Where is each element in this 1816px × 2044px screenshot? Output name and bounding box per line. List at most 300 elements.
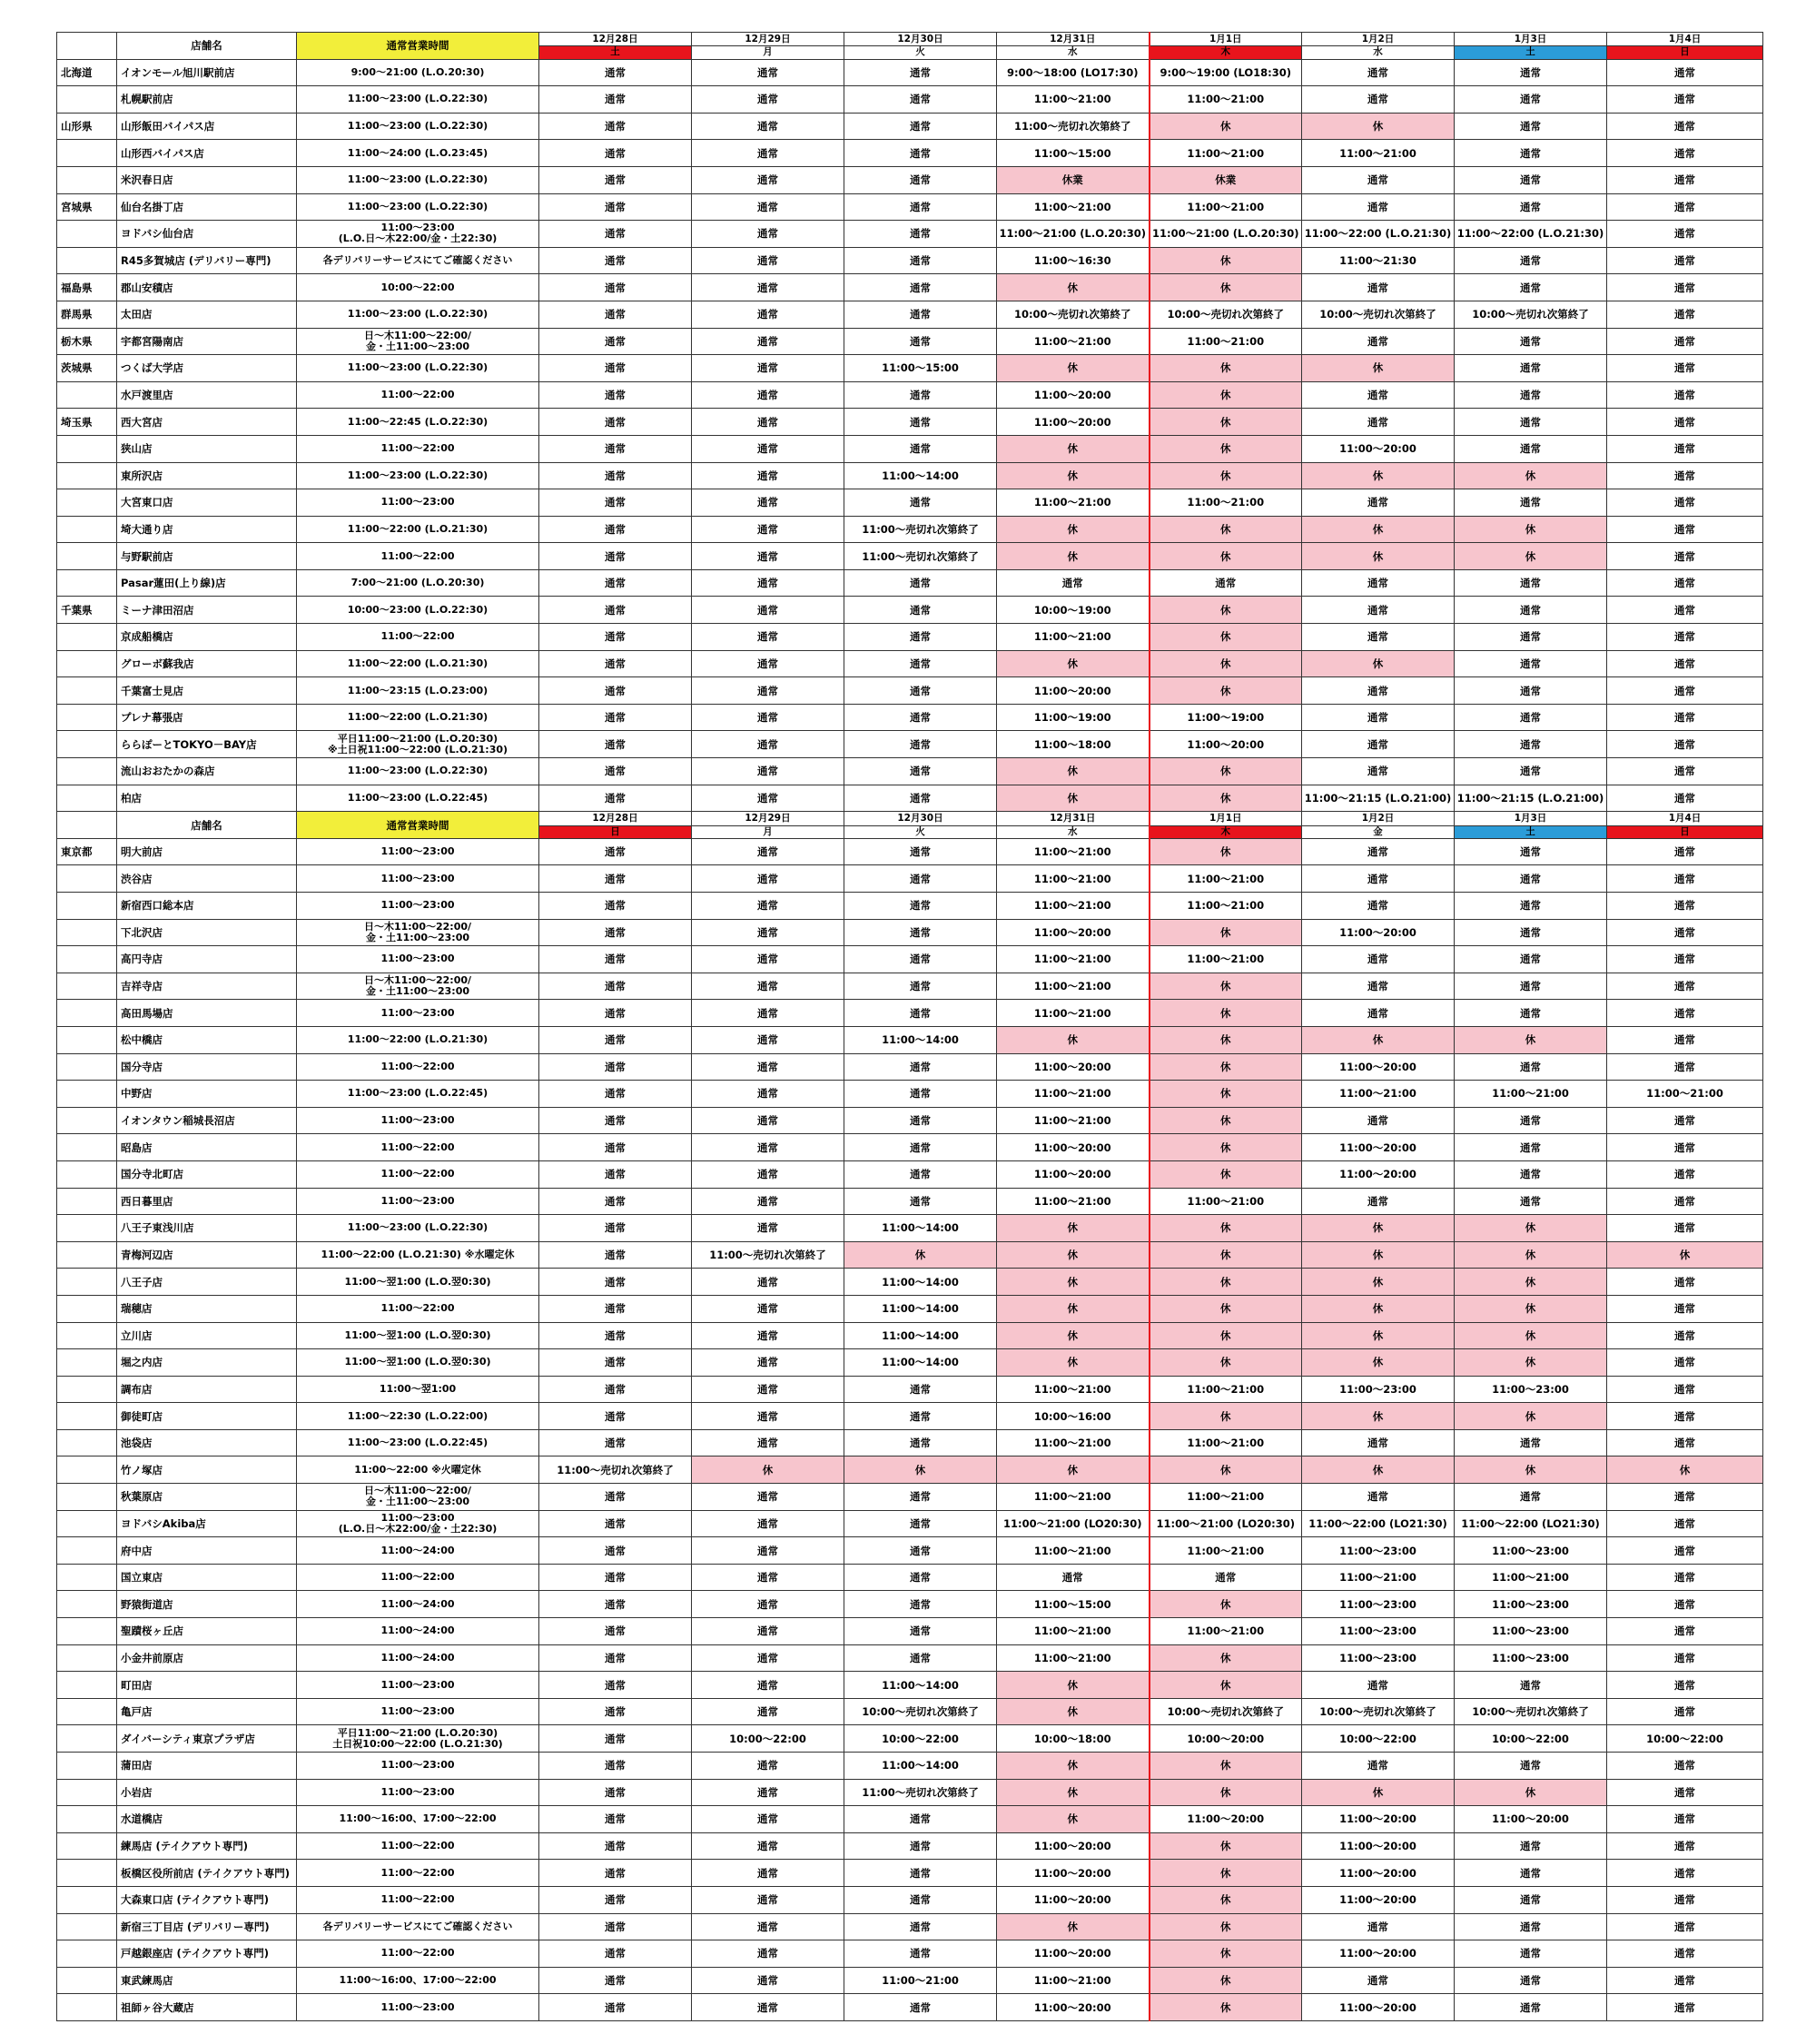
day-status-cell: 11:00～20:00 [997,409,1150,436]
prefecture-cell [57,1134,117,1161]
day-status-cell: 11:00～21:00 [997,1000,1150,1027]
store-name-cell: 新宿西口総本店 [117,893,297,920]
store-name-cell: 大宮東口店 [117,489,297,517]
store-name-cell: 京成船橋店 [117,624,297,651]
store-name-cell: 高田馬場店 [117,1000,297,1027]
table-row [57,1564,1763,1591]
prefecture-cell [57,1081,117,1108]
normal-hours-cell: 11:00～24:00 (L.O.23:45) [297,140,539,167]
day-status-cell: 通常 [539,1053,692,1081]
prefecture-cell [57,1322,117,1349]
day-status-cell: 通常 [1607,221,1763,248]
prefecture-cell [57,1591,117,1618]
day-status-cell: 通常 [692,731,844,758]
day-status-cell: 通常 [844,1000,997,1027]
day-status-cell: 通常 [692,221,844,248]
day-status-cell: 通常 [1607,1160,1763,1188]
table-row [57,86,1763,114]
table-row [57,919,1763,946]
normal-hours-cell: 11:00～22:00 [297,381,539,409]
day-status-cell: 通常 [1455,597,1607,624]
day-status-cell: 休 [997,1322,1150,1349]
day-status-cell: 休 [1150,1295,1302,1322]
day-status-cell: 通常 [1302,59,1455,86]
day-status-cell: 通常 [692,1188,844,1215]
table-row [57,677,1763,705]
table-row [57,328,1763,355]
day-status-cell: 11:00～22:00 (L.O.21:30) [1455,221,1607,248]
day-status-cell: 休 [1150,1832,1302,1860]
day-status-cell: 通常 [1455,1134,1607,1161]
prefecture-cell [57,1376,117,1403]
day-status-cell: 11:00～14:00 [844,1269,997,1296]
day-status-cell: 11:00～15:00 [997,1591,1150,1618]
day-status-cell: 通常 [692,1779,844,1806]
day-status-cell: 通常 [539,221,692,248]
store-name-cell: 秋葉原店 [117,1484,297,1511]
normal-hours-cell: 11:00～23:00 [297,1188,539,1215]
day-status-cell: 通常 [1302,569,1455,597]
prefecture-cell [57,1241,117,1269]
day-status-cell: 通常 [844,247,997,274]
day-status-cell: 通常 [1607,409,1763,436]
day-status-cell: 11:00～20:00 [997,1134,1150,1161]
store-name-cell: 調布店 [117,1376,297,1403]
day-status-cell: 通常 [844,489,997,517]
day-status-cell: 11:00～21:00 [1150,1537,1302,1565]
day-status-cell: 通常 [1302,1107,1455,1134]
day-status-cell: 通常 [1607,1644,1763,1672]
prefecture-cell [57,1860,117,1887]
day-status-cell: 通常 [1302,893,1455,920]
day-status-cell: 通常 [844,597,997,624]
day-status-cell: 11:00～21:00 (L.O.20:30) [1150,221,1302,248]
day-status-cell: 通常 [539,1591,692,1618]
day-status-cell: 通常 [1607,86,1763,114]
day-status-cell: 休 [1302,543,1455,570]
day-status-cell: 11:00～23:00 [1302,1618,1455,1645]
day-status-cell: 通常 [844,1806,997,1833]
store-name-cell: 立川店 [117,1322,297,1349]
day-status-cell: 11:00～21:00 [997,1967,1150,1994]
header-weekday: 月 [692,825,844,838]
day-status-cell: 通常 [692,1403,844,1430]
table-row [57,1456,1763,1484]
day-status-cell: 通常 [539,1832,692,1860]
day-status-cell: 通常 [1607,1832,1763,1860]
day-status-cell: 11:00～20:00 [997,1053,1150,1081]
day-status-cell: 通常 [844,1913,997,1940]
day-status-cell: 通常 [1455,166,1607,193]
day-status-cell: 通常 [692,1832,844,1860]
day-status-cell: 通常 [1455,1429,1607,1456]
day-status-cell: 通常 [1455,1053,1607,1081]
store-name-cell: 柏店 [117,785,297,812]
day-status-cell: 通常 [844,624,997,651]
day-status-cell: 通常 [1607,1376,1763,1403]
store-name-cell: 野猿街道店 [117,1591,297,1618]
table-row [57,1376,1763,1403]
day-status-cell: 休 [1150,1591,1302,1618]
day-status-cell: 通常 [692,1295,844,1322]
table-row [57,462,1763,489]
day-status-cell: 休 [997,1779,1150,1806]
prefecture-cell [57,1753,117,1780]
normal-hours-cell: 11:00～22:00 [297,1295,539,1322]
store-name-cell: 埼大通り店 [117,516,297,543]
day-status-cell: 通常 [692,1160,844,1188]
table-row [57,704,1763,731]
day-status-cell: 通常 [1455,731,1607,758]
day-status-cell: 通常 [692,1349,844,1377]
day-status-cell: 通常 [539,435,692,462]
day-status-cell: 通常 [1607,1967,1763,1994]
table-row [57,865,1763,893]
day-status-cell: 11:00～20:00 [997,1160,1150,1188]
day-status-cell: 通常 [844,1537,997,1565]
day-status-cell: 11:00～売切れ次第終了 [997,113,1150,140]
day-status-cell: 10:00～売切れ次第終了 [997,301,1150,328]
table-row [57,1160,1763,1188]
table-row [57,1779,1763,1806]
day-status-cell: 通常 [539,1806,692,1833]
normal-hours-cell: 11:00～22:00 ※火曜定休 [297,1456,539,1484]
day-status-cell: 通常 [844,1376,997,1403]
day-status-cell: 休 [1150,785,1302,812]
table-row [57,543,1763,570]
prefecture-cell: 千葉県 [57,597,117,624]
table-row [57,1322,1763,1349]
day-status-cell: 通常 [844,1107,997,1134]
day-status-cell: 通常 [539,1376,692,1403]
day-status-cell: 通常 [1302,1672,1455,1699]
day-status-cell: 通常 [1455,1188,1607,1215]
day-status-cell: 11:00～21:00 [1150,1429,1302,1456]
day-status-cell: 11:00～売切れ次第終了 [539,1456,692,1484]
day-status-cell: 11:00～23:00 [1302,1591,1455,1618]
day-status-cell: 通常 [1607,946,1763,973]
day-status-cell: 通常 [692,1053,844,1081]
day-status-cell: 休 [1150,274,1302,301]
day-status-cell: 11:00～21:00 [1150,1618,1302,1645]
day-status-cell: 通常 [539,1886,692,1913]
prefecture-cell [57,919,117,946]
day-status-cell: 休 [1302,462,1455,489]
day-status-cell: 通常 [539,1753,692,1780]
day-status-cell: 通常 [1607,489,1763,517]
prefecture-cell [57,1806,117,1833]
table-row [57,838,1763,865]
day-status-cell: 10:00～18:00 [997,1725,1150,1753]
day-status-cell: 通常 [1607,543,1763,570]
day-status-cell: 通常 [539,1860,692,1887]
day-status-cell: 通常 [692,946,844,973]
day-status-cell: 休 [997,1026,1150,1053]
day-status-cell: 休 [1302,1322,1455,1349]
prefecture-cell: 山形県 [57,113,117,140]
day-status-cell: 休 [1150,973,1302,1000]
store-name-cell: ダイバーシティ東京プラザ店 [117,1725,297,1753]
day-status-cell: 通常 [1607,1484,1763,1511]
store-name-cell: 小岩店 [117,1779,297,1806]
normal-hours-cell: 11:00～24:00 [297,1644,539,1672]
store-name-cell: 国分寺店 [117,1053,297,1081]
normal-hours-cell: 11:00～23:00 (L.O.22:30) [297,166,539,193]
day-status-cell: 通常 [1455,1000,1607,1027]
table-row [57,1510,1763,1537]
prefecture-cell: 栃木県 [57,328,117,355]
day-status-cell: 通常 [1607,1537,1763,1565]
day-status-cell: 通常 [1607,1053,1763,1081]
day-status-cell: 通常 [1302,973,1455,1000]
normal-hours-cell: 11:00～22:00 [297,1860,539,1887]
day-status-cell: 通常 [539,1188,692,1215]
normal-hours-cell: 11:00～16:00、17:00～22:00 [297,1967,539,1994]
prefecture-cell [57,758,117,785]
normal-hours-cell: 11:00～23:00 (L.O.22:30) [297,758,539,785]
day-status-cell: 通常 [844,677,997,705]
prefecture-cell [57,1644,117,1672]
header-weekday: 水 [997,825,1150,838]
normal-hours-cell: 10:00～23:00 (L.O.22:30) [297,597,539,624]
day-status-cell: 通常 [539,1134,692,1161]
normal-hours-cell: 11:00～22:00 [297,1053,539,1081]
store-name-cell: 板橋区役所前店 (テイクアウト専門) [117,1860,297,1887]
day-status-cell: 休 [1150,355,1302,382]
day-status-cell: 通常 [539,1510,692,1537]
day-status-cell: 通常 [692,569,844,597]
day-status-cell: 通常 [692,1107,844,1134]
day-status-cell: 通常 [1150,1564,1302,1591]
day-status-cell: 通常 [1607,1403,1763,1430]
store-name-cell: 明大前店 [117,838,297,865]
day-status-cell: 通常 [1302,1000,1455,1027]
store-name-cell: 国分寺北町店 [117,1160,297,1188]
normal-hours-cell: 11:00～翌1:00 (L.O.翌0:30) [297,1349,539,1377]
prefecture-cell [57,221,117,248]
day-status-cell: 通常 [844,704,997,731]
day-status-cell: 通常 [692,893,844,920]
day-status-cell: 10:00～売切れ次第終了 [1455,301,1607,328]
day-status-cell: 休 [997,462,1150,489]
day-status-cell: 通常 [539,624,692,651]
header-date: 1月1日 [1150,33,1302,46]
table-row [57,140,1763,167]
day-status-cell: 通常 [844,166,997,193]
day-status-cell: 通常 [1455,355,1607,382]
table-row [57,893,1763,920]
normal-hours-cell: 平日11:00～21:00 (L.O.20:30) ※土日祝11:00～22:00 (L.O.21:30) [297,731,539,758]
day-status-cell: 通常 [1607,758,1763,785]
normal-hours-cell: 11:00～23:00 [297,1672,539,1699]
day-status-cell: 通常 [692,1618,844,1645]
day-status-cell: 通常 [1302,677,1455,705]
day-status-cell: 通常 [1150,569,1302,597]
day-status-cell: 通常 [1607,435,1763,462]
store-name-cell: 竹ノ塚店 [117,1456,297,1484]
day-status-cell: 11:00～20:00 [1455,1806,1607,1833]
normal-hours-cell: 11:00～22:00 (L.O.21:30) [297,516,539,543]
day-status-cell: 通常 [539,1081,692,1108]
header-date: 1月4日 [1607,33,1763,46]
day-status-cell: 通常 [1455,1107,1607,1134]
day-status-cell: 11:00～21:15 (L.O.21:00) [1455,785,1607,812]
day-status-cell: 通常 [539,569,692,597]
header-date: 12月31日 [997,33,1150,46]
prefecture-cell [57,1940,117,1968]
day-status-cell: 休 [997,1672,1150,1699]
prefecture-cell [57,1832,117,1860]
normal-hours-cell: 11:00～22:00 (L.O.21:30) ※水曜定休 [297,1241,539,1269]
normal-hours-cell: 11:00～22:00 [297,1160,539,1188]
day-status-cell: 11:00～21:00 [997,1188,1150,1215]
prefecture-cell [57,973,117,1000]
day-status-cell: 通常 [844,301,997,328]
day-status-cell: 通常 [1607,516,1763,543]
store-name-cell: 東所沢店 [117,462,297,489]
day-status-cell: 通常 [1302,274,1455,301]
day-status-cell: 通常 [844,435,997,462]
day-status-cell: 休 [997,1753,1150,1780]
day-status-cell: 通常 [844,650,997,677]
day-status-cell: 11:00～20:00 [997,1940,1150,1968]
table-row [57,435,1763,462]
day-status-cell: 通常 [1607,1215,1763,1242]
day-status-cell: 休 [1455,462,1607,489]
store-name-cell: 太田店 [117,301,297,328]
prefecture-cell [57,1188,117,1215]
header-date: 1月1日 [1150,812,1302,825]
day-status-cell: 通常 [1302,865,1455,893]
day-status-cell: 通常 [1607,462,1763,489]
day-status-cell: 通常 [539,381,692,409]
day-status-cell: 通常 [1302,946,1455,973]
day-status-cell: 11:00～15:00 [997,140,1150,167]
day-status-cell: 11:00～20:00 [997,1860,1150,1887]
day-status-cell: 休 [1302,1241,1455,1269]
day-status-cell: 11:00～14:00 [844,462,997,489]
day-status-cell: 通常 [692,1134,844,1161]
day-status-cell: 通常 [539,1537,692,1565]
store-name-cell: ミーナ津田沼店 [117,597,297,624]
day-status-cell: 通常 [844,973,997,1000]
day-status-cell: 通常 [692,624,844,651]
day-status-cell: 11:00～21:00 [1302,1081,1455,1108]
day-status-cell: 11:00～21:00 [997,946,1150,973]
day-status-cell: 11:00～20:00 [1150,731,1302,758]
day-status-cell: 通常 [539,543,692,570]
day-status-cell: 通常 [997,1564,1150,1591]
store-name-cell: 瑞穂店 [117,1295,297,1322]
day-status-cell: 11:00～20:00 [1302,1053,1455,1081]
table-row [57,1269,1763,1296]
day-status-cell: 11:00～14:00 [844,1672,997,1699]
normal-hours-cell: 日～木11:00～22:00/ 金・土11:00～23:00 [297,328,539,355]
normal-hours-cell: 11:00～23:00 (L.O.22:45) [297,785,539,812]
header-pref-blank [57,812,117,839]
day-status-cell: 通常 [539,677,692,705]
prefecture-cell [57,247,117,274]
day-status-cell: 休 [1302,1779,1455,1806]
day-status-cell: 通常 [692,785,844,812]
day-status-cell: 通常 [692,489,844,517]
prefecture-cell [57,489,117,517]
day-status-cell: 通常 [844,1618,997,1645]
day-status-cell: 10:00～16:00 [997,1403,1150,1430]
table-row [57,355,1763,382]
day-status-cell: 通常 [1607,355,1763,382]
day-status-cell: 通常 [1607,328,1763,355]
store-name-cell: 松中橋店 [117,1026,297,1053]
day-status-cell: 休 [997,355,1150,382]
day-status-cell: 通常 [1607,1698,1763,1725]
day-status-cell: 休 [1150,543,1302,570]
day-status-cell: 通常 [1302,381,1455,409]
prefecture-cell: 東京都 [57,838,117,865]
day-status-cell: 休 [1302,1269,1455,1296]
day-status-cell: 通常 [1455,435,1607,462]
normal-hours-cell: 11:00～24:00 [297,1591,539,1618]
store-name-cell: 池袋店 [117,1429,297,1456]
day-status-cell: 10:00～売切れ次第終了 [1150,301,1302,328]
day-status-cell: 通常 [539,1994,692,2021]
day-status-cell: 休 [1150,1940,1302,1968]
day-status-cell: 通常 [1455,113,1607,140]
day-status-cell: 通常 [1455,865,1607,893]
normal-hours-cell: 11:00～23:00 (L.O.22:30) [297,113,539,140]
header-date: 1月3日 [1455,33,1607,46]
day-status-cell: 通常 [539,785,692,812]
day-status-cell: 通常 [539,1564,692,1591]
day-status-cell: 11:00～20:00 [1302,919,1455,946]
store-name-cell: 中野店 [117,1081,297,1108]
prefecture-cell [57,704,117,731]
day-status-cell: 通常 [692,140,844,167]
day-status-cell: 通常 [1302,409,1455,436]
day-status-cell: 通常 [1455,973,1607,1000]
table-row [57,1295,1763,1322]
normal-hours-cell: 9:00～21:00 (L.O.20:30) [297,59,539,86]
day-status-cell: 休 [1150,462,1302,489]
day-status-cell: 休 [1150,1753,1302,1780]
day-status-cell: 休 [1150,1913,1302,1940]
day-status-cell: 11:00～21:00 [997,1429,1150,1456]
day-status-cell: 通常 [1607,274,1763,301]
prefecture-cell [57,893,117,920]
table-row [57,516,1763,543]
day-status-cell: 通常 [844,893,997,920]
table-row [57,193,1763,221]
prefecture-cell [57,865,117,893]
table-row [57,1215,1763,1242]
day-status-cell: 通常 [692,650,844,677]
day-status-cell: 通常 [844,274,997,301]
day-status-cell: 10:00～売切れ次第終了 [1150,1698,1302,1725]
normal-hours-cell: 11:00～22:45 (L.O.22:30) [297,409,539,436]
store-name-cell: 高円寺店 [117,946,297,973]
day-status-cell: 通常 [1455,1753,1607,1780]
day-status-cell: 通常 [692,1913,844,1940]
day-status-cell: 通常 [1607,301,1763,328]
day-status-cell: 通常 [1302,838,1455,865]
table-row [57,113,1763,140]
day-status-cell: 通常 [1607,1860,1763,1887]
day-status-cell: 11:00～21:00 [997,624,1150,651]
table-row [57,274,1763,301]
day-status-cell: 通常 [1607,59,1763,86]
day-status-cell: 通常 [1607,569,1763,597]
day-status-cell: 通常 [1607,1806,1763,1833]
